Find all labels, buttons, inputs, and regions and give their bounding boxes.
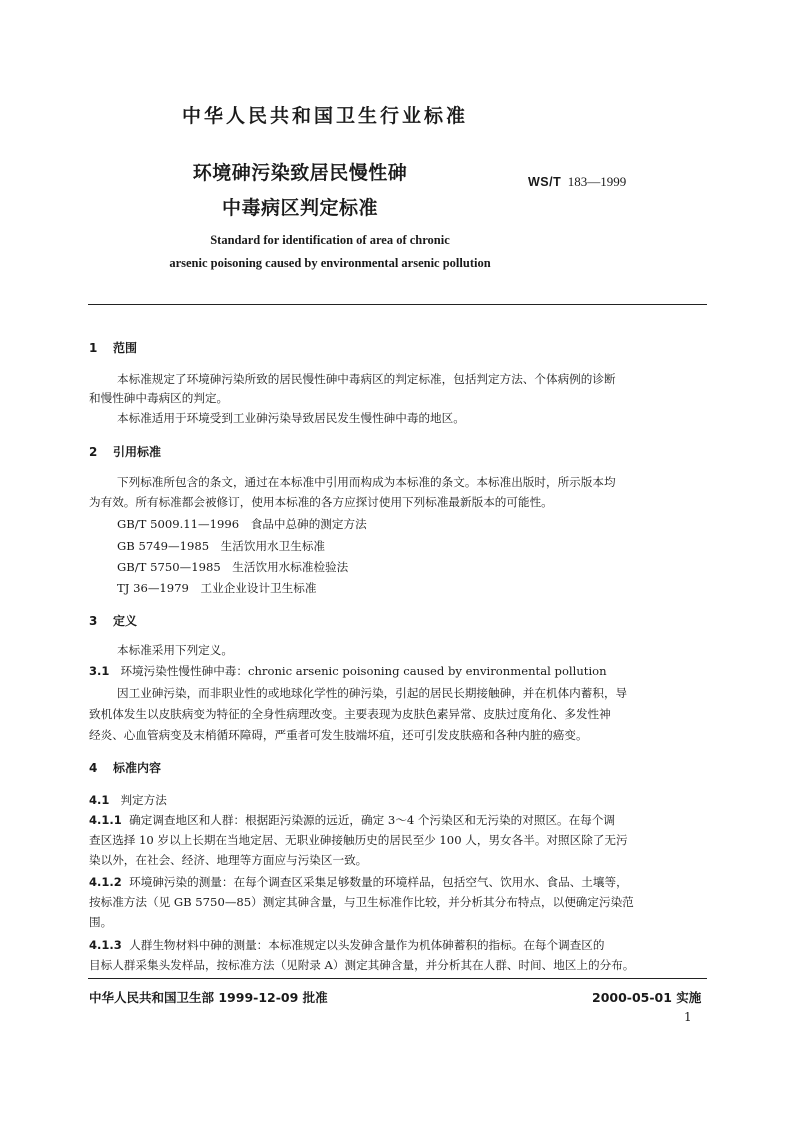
section-number: 1	[89, 341, 98, 355]
section-heading-4	[89, 759, 161, 776]
paragraph-line: 按标准方法（见 GB 5750—85）测定其砷含量，与卫生标准作比较，并分析其分布特点，以便确定污染范	[89, 895, 634, 909]
section-number: 2	[89, 445, 98, 459]
paragraph-line: 因工业砷污染，而非职业性的或地球化学性的砷污染，引起的居民长期接触砷，并在机体内蓄积，导	[117, 686, 628, 700]
paragraph-line: 目标人群采集头发样品，按标准方法（见附录 A）测定其砷含量，并分析其在人群、时间、地区上的分布。	[89, 958, 635, 972]
footer-divider	[88, 978, 707, 979]
section-number: 4	[89, 761, 98, 775]
section-heading-3	[89, 612, 137, 629]
paragraph-line: 本标准适用于环境受到工业砷污染导致居民发生慢性砷中毒的地区。	[117, 411, 465, 425]
standard-code	[528, 174, 626, 190]
issuing-organization: 中华人民共和国卫生行业标准	[181, 105, 468, 127]
clause-4-1-3-line	[89, 937, 604, 953]
reference-item: GB 5749—1985 生活饮用水卫生标准	[117, 539, 326, 553]
section-title: 标准内容	[113, 761, 162, 775]
document-title-line-2: 中毒病区判定标准	[221, 197, 378, 219]
section-heading-2	[89, 443, 161, 460]
document-title-line-1: 环境砷污染致居民慢性砷	[192, 162, 408, 184]
reference-item: TJ 36—1979 工业企业设计卫生标准	[117, 581, 317, 595]
paragraph-line: 围。	[89, 915, 113, 929]
standard-code-prefix: WS/T	[528, 175, 562, 189]
section-title: 引用标准	[113, 445, 162, 459]
clause-4-1-2-line	[89, 874, 628, 890]
clause-text: 确定调查地区和人群：根据距污染源的远近，确定 3～4 个污染区和无污染的对照区。在每个调	[129, 813, 616, 827]
clause-number: 4.1.3	[89, 938, 122, 952]
section-number: 3	[89, 614, 98, 628]
paragraph-line: 和慢性砷中毒病区的判定。	[89, 391, 229, 405]
reference-item: GB/T 5009.11—1996 食品中总砷的测定方法	[117, 517, 367, 531]
implementation-date: 2000-05-01 实施	[592, 990, 702, 1005]
section-title: 范围	[113, 341, 138, 355]
paragraph-line: 本标准采用下列定义。	[117, 643, 233, 657]
english-title-line-2: arsenic poisoning caused by environmental arsenic pollution	[169, 256, 491, 270]
definition-term-line	[89, 663, 607, 679]
section-heading-1	[89, 339, 137, 356]
paragraph-line: 查区选择 10 岁以上长期在当地定居、无职业砷接触历史的居民至少 100 人，男女各半。对照区除了无污	[89, 833, 628, 847]
subsection-heading	[89, 792, 167, 808]
clause-number: 3.1	[89, 664, 110, 678]
paragraph-line: 染以外，在社会、经济、地理等方面应与污染区一致。	[89, 853, 368, 867]
clause-number: 4.1.1	[89, 813, 122, 827]
definition-term: 环境污染性慢性砷中毒：chronic arsenic poisoning caused by environmental pollution	[120, 664, 607, 678]
approval-date: 中华人民共和国卫生部 1999-12-09 批准	[89, 990, 328, 1005]
paragraph-line: 经炎、心血管病变及末梢循环障碍，严重者可发生肢端坏疽，还可引发皮肤癌和各种内脏的癌变。	[89, 728, 588, 742]
header-divider	[88, 304, 707, 305]
standard-code-number: 183—1999	[567, 174, 627, 189]
clause-text: 环境砷污染的测量：在每个调查区采集足够数量的环境样品，包括空气、饮用水、食品、土壤等，	[129, 875, 628, 889]
clause-text: 人群生物材料中砷的测量：本标准规定以头发砷含量作为机体砷蓄积的指标。在每个调查区的	[129, 938, 605, 952]
clause-4-1-1-line	[89, 812, 615, 828]
subsection-title: 判定方法	[120, 793, 167, 807]
paragraph-line: 下列标准所包含的条文，通过在本标准中引用而构成为本标准的条文。本标准出版时，所示版本均	[117, 475, 616, 489]
page-number: 1	[684, 1010, 692, 1024]
clause-number: 4.1.2	[89, 875, 122, 889]
paragraph-line: 致机体发生以皮肤病变为特征的全身性病理改变。主要表现为皮肤色素异常、皮肤过度角化、多发性神	[89, 707, 611, 721]
section-title: 定义	[113, 614, 138, 628]
english-title-line-1: Standard for identification of area of chronic	[210, 233, 450, 247]
paragraph-line: 本标准规定了环境砷污染所致的居民慢性砷中毒病区的判定标准，包括判定方法、个体病例的诊断	[117, 372, 616, 386]
clause-number: 4.1	[89, 793, 110, 807]
reference-item: GB/T 5750—1985 生活饮用水标准检验法	[117, 560, 349, 574]
paragraph-line: 为有效。所有标准都会被修订，使用本标准的各方应探讨使用下列标准最新版本的可能性。	[89, 495, 553, 509]
